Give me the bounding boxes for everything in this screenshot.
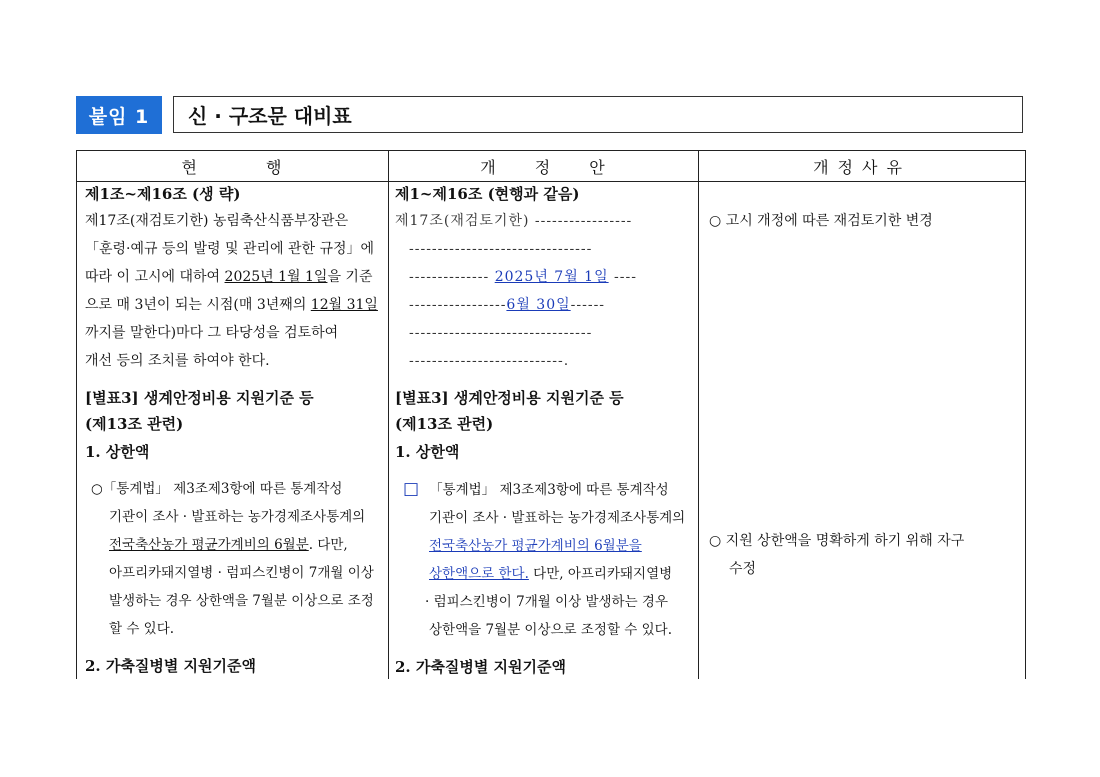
proposed-art17-line5: --------------------------------: [409, 325, 593, 341]
proposed-articles-1-16: 제1~제16조 (현행과 같음): [395, 185, 580, 203]
current-item2-heading: 2. 가축질병별 지원기준액: [85, 657, 257, 675]
current-annex-subtitle: (제13조 관련): [85, 415, 184, 433]
comparison-table: [76, 150, 1026, 679]
proposed-item1-heading: 1. 상한액: [395, 443, 460, 461]
current-item1-heading: 1. 상한액: [85, 443, 150, 461]
proposed-annex-title: [별표3] 생계안정비용 지원기준 등: [395, 389, 624, 407]
column-header-reason: 개정사유: [699, 151, 1025, 182]
proposed-art17-line1: 제17조(재검토기한) -----------------: [395, 213, 633, 229]
current-articles-1-16: 제1조~제16조 (생 략): [85, 185, 241, 203]
current-art17-line3: 따라 이 고시에 대하여 2025년 1월 1일을 기준: [85, 269, 373, 285]
current-art17-line4: 으로 매 3년이 되는 시점(매 3년째의 12월 31일: [85, 297, 378, 313]
proposed-item2-heading: 2. 가축질병별 지원기준액: [395, 658, 567, 676]
proposed-item1-body: □ 「통계법」 제3조제3항에 따른 통계작성 기관이 조사 · 발표하는 농가경제조사통계의 전국축산농가 평균가계비의 6월분을 상한액으로 한다. 다만, 아프리카돼지열병 · 럼피스킨병이 7개월 이상 발생하는 경우 상한액을 7월분 이상으로 조정할 수 있다.: [403, 479, 686, 638]
column-divider: [388, 151, 389, 679]
reason-2: ○ 지원 상한액을 명확하게 하기 위해 자구 수정: [709, 533, 965, 577]
proposed-art17-line6: ---------------------------.: [409, 353, 570, 369]
current-art17-line1: 제17조(재검토기한) 농림축산식품부장관은: [85, 213, 349, 229]
current-art17-line5: 까지를 말한다)마다 그 타당성을 검토하여: [85, 325, 339, 341]
proposed-column: [395, 181, 691, 682]
proposed-art17-line4: -----------------6월 30일------: [409, 297, 606, 313]
proposed-art17-line3: -------------- 2025년 7월 1일 ----: [409, 269, 637, 285]
column-header-proposed: 개 정 안: [389, 151, 698, 182]
reason-1: ○ 고시 개정에 따른 재검토기한 변경: [709, 213, 933, 229]
proposed-art17-line2: --------------------------------: [409, 241, 593, 257]
current-annex-title: [별표3] 생계안정비용 지원기준 등: [85, 389, 314, 407]
current-art17-line6: 개선 등의 조치를 하여야 한다.: [85, 353, 270, 369]
attachment-badge: 붙임 1: [76, 96, 162, 134]
column-divider: [698, 151, 699, 679]
document-title: [173, 96, 1023, 133]
column-header-current: 현 행: [77, 151, 388, 182]
current-art17-line2: 「훈령·예규 등의 발령 및 관리에 관한 규정」에: [85, 241, 375, 257]
document-title-text: 신 · 구조문 대비표: [188, 104, 352, 128]
current-item1-body: ○「통계법」 제3조제3항에 따른 통계작성 기관이 조사 · 발표하는 농가경제조사통계의 전국축산농가 평균가계비의 6월분. 다만, 아프리카돼지열병 · 럼피스킨병이 7개월 이상 발생하는 경우 상한액을 7월분 이상으로 조정 할 수 있다.: [91, 481, 374, 637]
checkbox-icon: □: [403, 479, 420, 499]
proposed-annex-subtitle: (제13조 관련): [395, 415, 494, 433]
current-column: [85, 181, 381, 681]
